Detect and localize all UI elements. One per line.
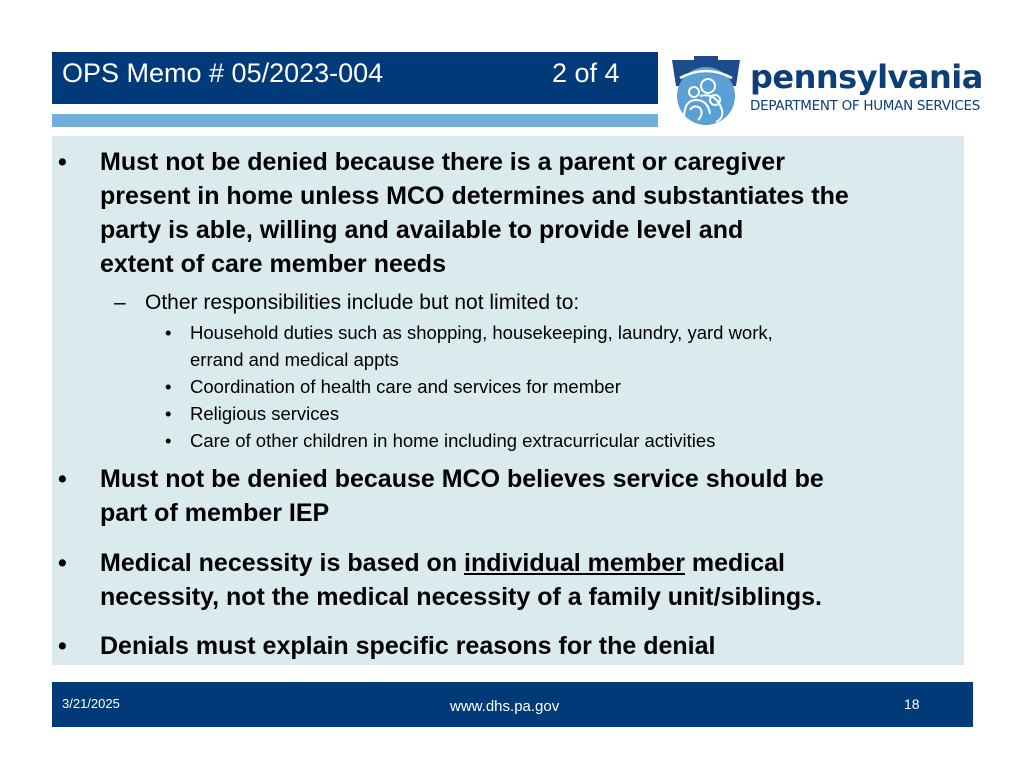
logo-wordmark: pennsylvania (750, 58, 983, 96)
bullet-icon: • (165, 430, 172, 451)
bullet-icon: • (165, 403, 172, 424)
bullet-icon: • (58, 632, 67, 660)
page-indicator: 2 of 4 (552, 58, 620, 88)
bullet-icon: • (165, 322, 172, 343)
bullet-icon: • (58, 465, 67, 493)
footer-page-number: 18 (904, 696, 920, 712)
footer-url[interactable]: www.dhs.pa.gov (450, 698, 560, 715)
bullet-icon: • (165, 376, 172, 397)
accent-bar (52, 114, 658, 127)
slide-title-bar (52, 52, 658, 104)
slide-title: OPS Memo # 05/2023-004 (62, 58, 384, 88)
dash-icon: – (114, 291, 126, 314)
footer-date: 3/21/2025 (62, 696, 120, 711)
slide-content: • Must not be denied because there is a parent or caregiver present in home unless MCO determines and substantiates the party is able, willing and available to provide level and extent of care member needs – Other responsibilities include but not limited to: • Household duties such as shopping, housekeeping, laundry, yard work, errand and medical appts • Coordination of health care and services for member • Religious services • Care of other children in home including extracurricular activities • Must not be denied because MCO believes service should be part of member IEP • Medical necessity is based on individual member medical necessity, not the medical necessity of a family unit/siblings. • Denials must explain specific reasons for the denial (52, 136, 964, 665)
slide-footer (52, 682, 973, 727)
underlined-emphasis: individual member (464, 549, 685, 577)
logo-department: DEPARTMENT OF HUMAN SERVICES (750, 98, 980, 114)
pa-dhs-logo (670, 56, 1010, 126)
pa-keystone-family-icon (670, 56, 742, 126)
bullet-icon: • (58, 549, 67, 577)
bullet-icon: • (58, 148, 67, 176)
